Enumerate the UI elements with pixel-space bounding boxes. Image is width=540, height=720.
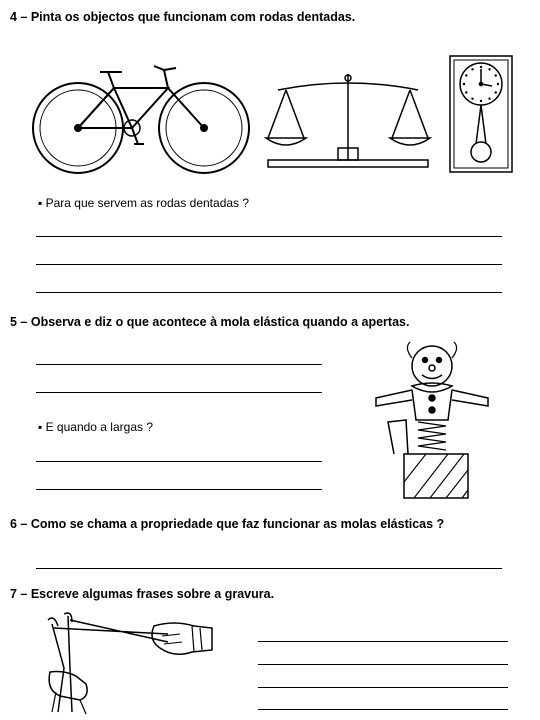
slingshot-hands-icon bbox=[36, 612, 214, 716]
answer-line[interactable] bbox=[258, 641, 508, 642]
answer-line[interactable] bbox=[36, 461, 322, 462]
q6-title: 6 – Como se chama a propriedade que faz funcionar as molas elásticas ? bbox=[10, 517, 445, 531]
answer-line[interactable] bbox=[36, 568, 502, 569]
answer-line[interactable] bbox=[36, 489, 322, 490]
pendulum-clock-icon bbox=[446, 52, 516, 176]
answer-line[interactable] bbox=[36, 236, 502, 237]
answer-line[interactable] bbox=[36, 264, 502, 265]
answer-line[interactable] bbox=[36, 392, 322, 393]
answer-line[interactable] bbox=[258, 664, 508, 665]
answer-line[interactable] bbox=[36, 364, 322, 365]
bicycle-icon bbox=[30, 58, 252, 178]
answer-line[interactable] bbox=[36, 292, 502, 293]
q5-sub-question: ▪ E quando a largas ? bbox=[38, 420, 154, 434]
answer-line[interactable] bbox=[258, 709, 508, 710]
q5-title: 5 – Observa e diz o que acontece à mola elástica quando a apertas. bbox=[10, 315, 410, 329]
q4-sub-question: ▪ Para que servem as rodas dentadas ? bbox=[38, 196, 250, 210]
balance-scale-icon bbox=[264, 68, 432, 170]
q4-title: 4 – Pinta os objectos que funcionam com rodas dentadas. bbox=[10, 10, 356, 24]
answer-line[interactable] bbox=[258, 687, 508, 688]
q7-title: 7 – Escreve algumas frases sobre a gravura. bbox=[10, 587, 275, 601]
jack-in-the-box-icon bbox=[368, 340, 496, 504]
